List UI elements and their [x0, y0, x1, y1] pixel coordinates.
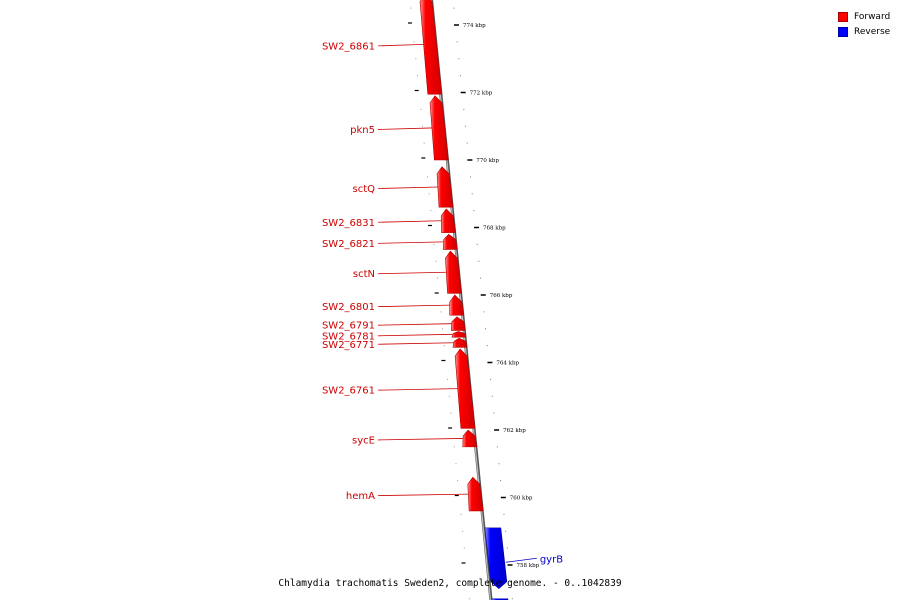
gene-label-hemA[interactable]: hemA	[345, 491, 375, 503]
gene-arrow-SW2_6861[interactable]	[420, 0, 442, 94]
tick-label: 758 kbp	[516, 563, 540, 569]
gene-label-leader	[378, 324, 452, 326]
gene-features	[420, 0, 508, 600]
gene-label-SW2_6791[interactable]: SW2_6791	[321, 320, 375, 332]
gene-label-SW2_6781[interactable]: SW2_6781	[321, 331, 375, 343]
gene-label-leader	[378, 44, 424, 46]
gene-label-leader	[378, 438, 463, 440]
gene-label-leader	[378, 272, 446, 274]
gene-label-gyrB[interactable]: gyrB	[539, 554, 564, 566]
tick-label: 772 kbp	[469, 90, 493, 97]
legend-swatch-reverse	[838, 27, 848, 37]
tick-label: 768 kbp	[483, 225, 506, 232]
gene-label-leader	[378, 128, 432, 130]
legend-item-reverse	[838, 24, 890, 39]
tick-label: 770 kbp	[476, 158, 499, 164]
legend-label-reverse: Reverse	[854, 26, 891, 37]
gene-label-SW2_6831[interactable]: SW2_6831	[321, 217, 375, 229]
tick-label: 760 kbp	[509, 495, 533, 502]
gene-label-leader	[378, 221, 441, 223]
gene-label-sctN[interactable]: sctN	[352, 269, 375, 281]
gene-label-leader	[378, 242, 443, 244]
tick-label: 762 kbp	[503, 428, 526, 434]
gene-label-SW2_6761[interactable]: SW2_6761	[321, 385, 375, 397]
gene-label-leader	[506, 558, 537, 562]
gene-label-SW2_6771[interactable]: SW2_6771	[321, 339, 375, 351]
tick-label: 766 kbp	[489, 293, 513, 299]
tick-label: 764 kbp	[496, 360, 520, 367]
gene-arrow-sctN[interactable]	[445, 251, 461, 293]
gene-label-leader	[378, 187, 438, 189]
gene-label-sycE[interactable]: sycE	[352, 435, 375, 447]
legend	[838, 9, 890, 39]
gene-label-pkn5[interactable]: pkn5	[350, 124, 375, 136]
gene-label-sctQ[interactable]: sctQ	[352, 184, 375, 195]
gene-label-SW2_6861[interactable]: SW2_6861	[321, 41, 375, 53]
gene-label-SW2_6801[interactable]: SW2_6801	[321, 302, 375, 314]
legend-label-forward: Forward	[854, 11, 891, 22]
legend-swatch-forward	[838, 12, 848, 22]
map-caption: Chlamydia trachomatis Sweden2, complete genome. - 0..1042839	[278, 578, 622, 589]
gene-arrow-SW2_6761[interactable]	[455, 349, 475, 428]
gene-label-leader	[378, 389, 458, 391]
gene-label-leader	[378, 305, 450, 307]
gene-arrow-sctQ[interactable]	[437, 167, 453, 208]
legend-item-forward	[838, 9, 890, 24]
gene-label-SW2_6821[interactable]: SW2_6821	[321, 238, 375, 250]
tick-label: 774 kbp	[462, 23, 486, 29]
gene-label-leader	[378, 343, 453, 345]
gene-label-leader	[378, 334, 453, 336]
